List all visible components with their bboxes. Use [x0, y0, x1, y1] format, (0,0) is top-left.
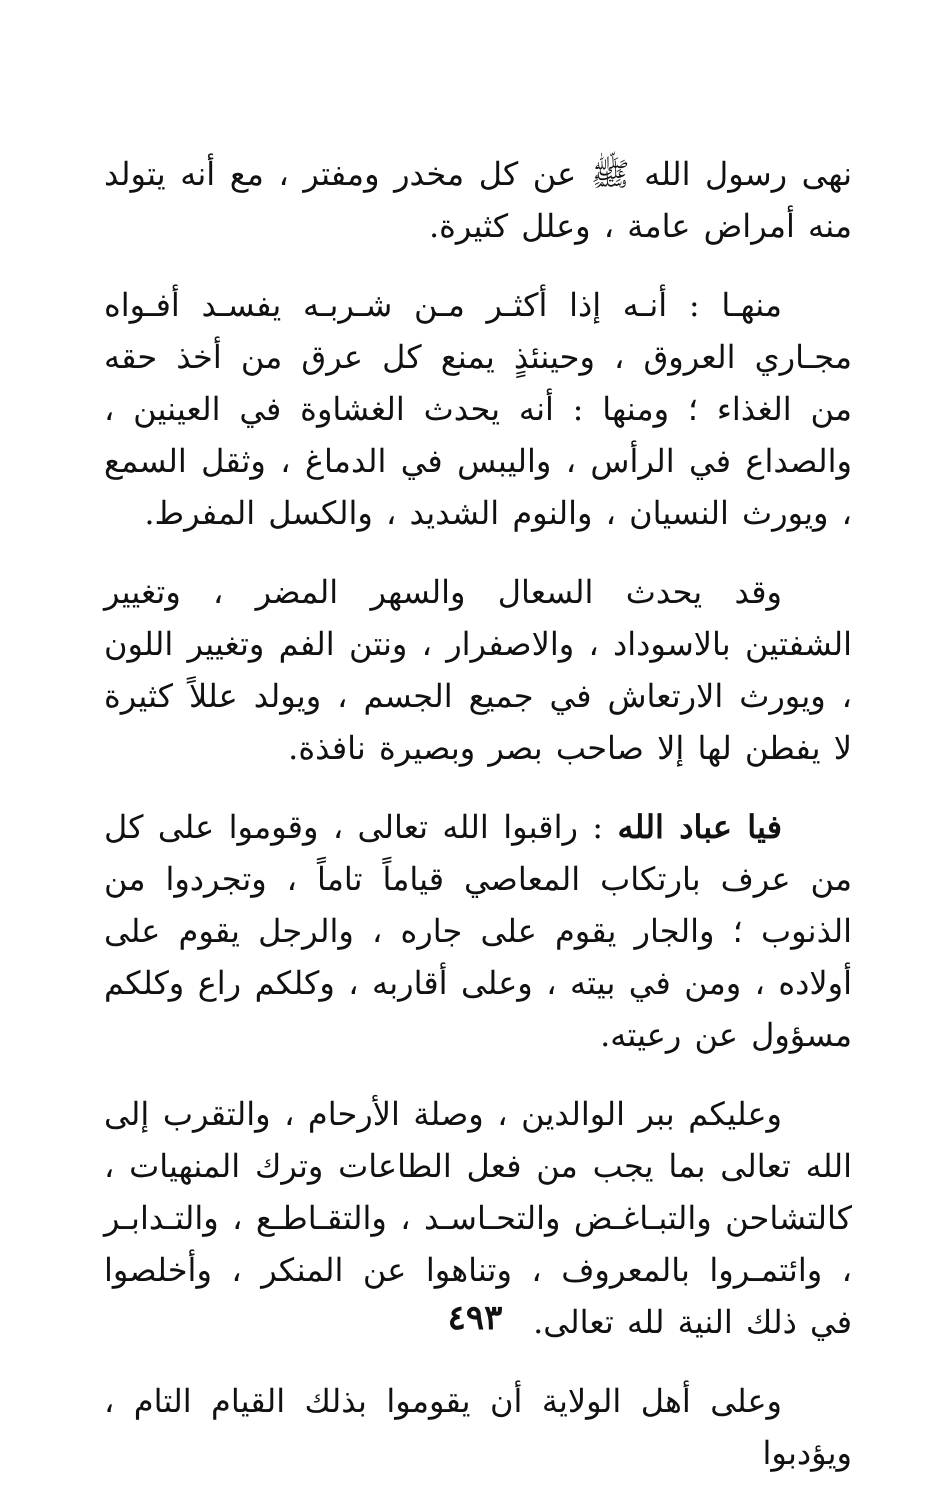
paragraph-text: منهـا : أنـه إذا أكثـر مـن شـربـه يفسـد أفـواه مجـاري العروق ، وحينئذٍ يمنع كل عرق من أخذ حقه من الغذاء ؛ ومنها : أنه يحدث الغشاوة في العينين ، والصداع في الرأس ، واليبس في الدماغ ، وثقل السمع ، ويورث النسيان ، والنوم الشديد ، والكسل المفرط.	[104, 286, 853, 532]
paragraph-1	[104, 148, 852, 252]
paragraph-text: نهى رسول الله ﷺ عن كل مخدر ومفتر ، مع أنه يتولد منه أمراض عامة ، وعلل كثيرة.	[104, 155, 852, 245]
paragraph-6	[104, 1375, 852, 1479]
page-number: ٤٩٣	[447, 1298, 503, 1338]
paragraph-text: : راقبوا الله تعالى ، وقوموا على كل من عرف بارتكاب المعاصي قياماً تاماً ، وتجردوا من الذنوب ؛ والجار يقوم على جاره ، والرجل يقوم على أولاده ، ومن في بيته ، وعلى أقاربه ، وكلكم راع وكلكم مسؤول عن رعيته.	[104, 808, 853, 1054]
paragraph-lead: فيا عباد الله	[617, 808, 783, 846]
paragraph-2	[104, 279, 852, 539]
paragraph-text: وعلى أهل الولاية أن يقوموا بذلك القيام التام ، ويؤدبوا	[104, 1382, 852, 1472]
paragraph-text: وقد يحدث السعال والسهر المضر ، وتغيير الشفتين بالاسوداد ، والاصفرار ، ونتن الفم وتغيير اللون ، ويورث الارتعاش في جميع الجسم ، ويولد عللاً كثيرة لا يفطن لها إلا صاحب بصر وبصيرة نافذة.	[104, 573, 852, 767]
paragraph-text: وعليكم ببر الوالدين ، وصلة الأرحام ، والتقرب إلى الله تعالى بما يجب من فعل الطاعات وترك المنهيات ، كالتشاحن والتبـاغـض والتحـاسـد ، والتقـاطـع ، والتـدابـر ، وائتمـروا بالمعروف ، وتناهوا عن المنكر ، وأخلصوا في ذلك النية لله تعالى.	[104, 1095, 852, 1341]
paragraph-3	[104, 566, 852, 774]
paragraph-4	[104, 801, 852, 1061]
